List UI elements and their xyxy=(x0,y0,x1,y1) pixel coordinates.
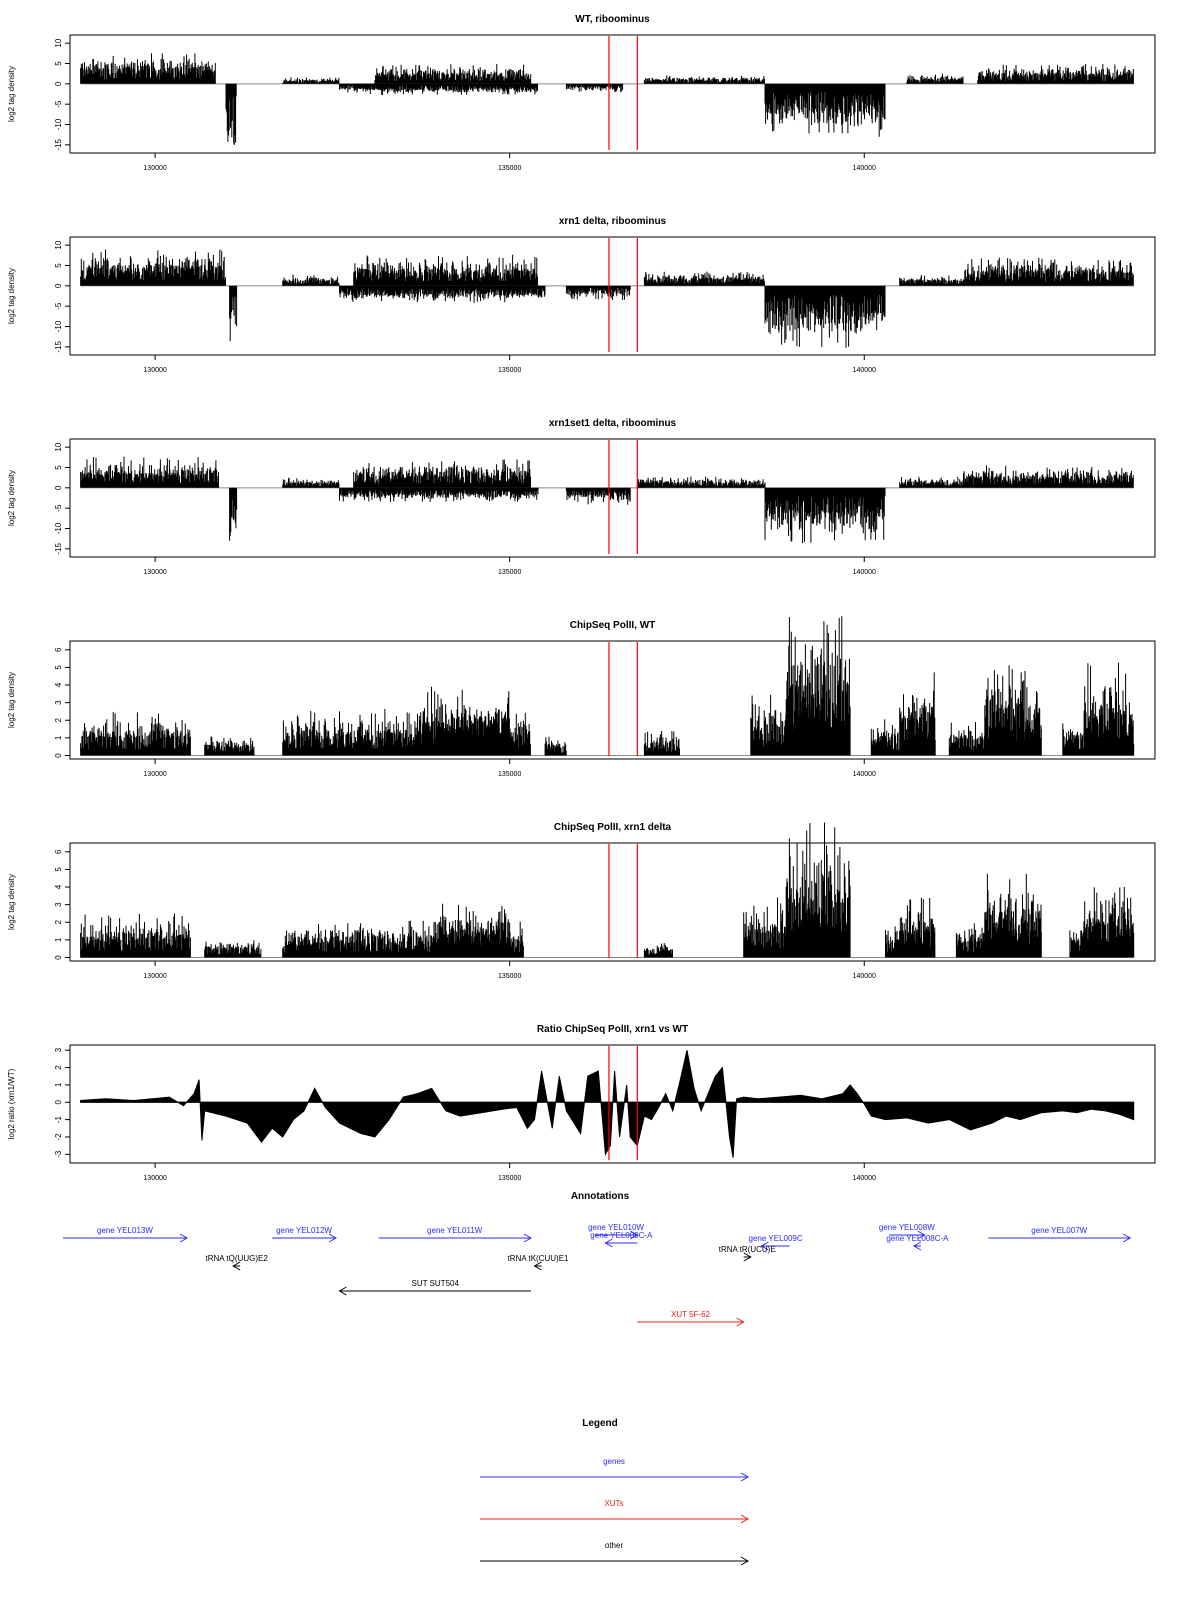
y-tick-label: 4 xyxy=(54,884,63,890)
annotation-label: gene YEL012W xyxy=(276,1226,332,1235)
annotation-label: gene YEL008C-A xyxy=(886,1234,949,1243)
density-bars xyxy=(1084,663,1133,756)
y-tick-label: 0 xyxy=(54,283,63,289)
annotation-label: gene YEL009C xyxy=(748,1234,803,1243)
y-axis-label: log2 tag density xyxy=(7,873,16,931)
density-bars xyxy=(230,286,237,341)
density-bars xyxy=(900,672,935,755)
x-tick-label: 140000 xyxy=(852,1175,876,1182)
y-tick-label: -15 xyxy=(54,543,63,555)
y-axis-label: log2 tag density xyxy=(7,671,16,729)
density-bars xyxy=(964,466,1134,488)
y-tick-label: -10 xyxy=(54,118,63,131)
annotation-label: SUT SUT504 xyxy=(411,1279,459,1288)
density-bars xyxy=(765,286,885,348)
y-tick-label: 4 xyxy=(54,682,63,688)
x-tick-label: 140000 xyxy=(852,771,876,778)
annotation-label: gene YEL007W xyxy=(1031,1226,1088,1235)
annotation-label: gene YEL008W xyxy=(878,1223,935,1232)
legend-label: genes xyxy=(603,1457,625,1466)
x-tick-label: 130000 xyxy=(143,569,167,576)
density-bars xyxy=(566,286,630,300)
y-tick-label: 0 xyxy=(54,1100,63,1105)
density-bars xyxy=(230,488,237,541)
y-tick-label: 3 xyxy=(54,1047,63,1053)
y-tick-label: 0 xyxy=(54,753,63,758)
x-tick-label: 140000 xyxy=(852,367,876,374)
density-bars xyxy=(283,77,339,84)
x-tick-label: 135000 xyxy=(497,569,522,576)
annotation-label: gene YEL011W xyxy=(427,1226,483,1235)
panel-title: xrn1set1 delta, riboominus xyxy=(548,418,677,429)
density-bars xyxy=(566,84,622,92)
y-tick-label: 1 xyxy=(54,937,63,943)
y-tick-label: 2 xyxy=(54,1065,63,1070)
density-bars xyxy=(985,665,1041,755)
density-bars xyxy=(226,84,236,145)
y-tick-label: -3 xyxy=(54,1150,63,1158)
density-bars xyxy=(964,258,1134,286)
y-tick-label: 5 xyxy=(54,465,63,470)
y-tick-label: 1 xyxy=(54,1082,63,1088)
density-bars xyxy=(644,731,679,756)
y-tick-label: -10 xyxy=(54,320,63,333)
y-tick-label: -5 xyxy=(54,302,63,310)
y-axis-label: log2 ratio (xrn1/WT) xyxy=(7,1068,16,1140)
y-tick-label: 6 xyxy=(54,647,63,653)
density-bars xyxy=(81,914,191,958)
density-bars xyxy=(566,488,630,505)
density-bars xyxy=(644,75,764,83)
x-tick-label: 140000 xyxy=(852,569,876,576)
annotation-label: tRNA tR(UCU)E xyxy=(718,1245,776,1254)
density-bars xyxy=(900,477,964,488)
annotation-label: gene YEL013W xyxy=(97,1226,153,1235)
y-tick-label: -2 xyxy=(54,1133,63,1141)
density-bars xyxy=(205,940,261,957)
y-tick-label: -5 xyxy=(54,504,63,512)
density-bars xyxy=(978,64,1134,84)
y-tick-label: 0 xyxy=(54,485,63,491)
y-tick-label: 2 xyxy=(54,718,63,723)
y-tick-label: -15 xyxy=(54,139,63,151)
density-bars xyxy=(545,737,566,756)
x-tick-label: 130000 xyxy=(143,973,167,980)
density-bars xyxy=(900,275,964,286)
y-tick-label: 3 xyxy=(54,902,63,907)
density-bars xyxy=(354,460,531,488)
panel-title: WT, riboominus xyxy=(575,14,650,25)
y-tick-label: 6 xyxy=(54,849,63,855)
y-axis-label: log2 tag density xyxy=(7,469,16,527)
annotation-label: tRNA tQ(UUG)E2 xyxy=(205,1254,268,1263)
density-bars xyxy=(340,488,539,502)
annotations-title: Annotations xyxy=(570,1191,630,1202)
y-tick-label: -1 xyxy=(54,1116,63,1124)
annotation-label: XUT 5F-62 xyxy=(671,1310,710,1319)
density-bars xyxy=(985,874,1041,958)
density-bars xyxy=(637,477,765,488)
density-bars xyxy=(439,904,510,958)
x-tick-label: 130000 xyxy=(143,1175,167,1182)
y-tick-label: 2 xyxy=(54,920,63,925)
annotation-label: gene YEL009C-A xyxy=(590,1231,653,1240)
y-tick-label: -15 xyxy=(54,341,63,353)
y-tick-label: 0 xyxy=(54,81,63,87)
density-bars xyxy=(1084,887,1133,958)
density-bars xyxy=(81,53,216,84)
x-tick-label: 135000 xyxy=(497,367,522,374)
annotation-label: tRNA tK(CUU)E1 xyxy=(507,1254,569,1263)
y-tick-label: 10 xyxy=(54,38,63,48)
legend-title: Legend xyxy=(582,1418,618,1429)
density-bars xyxy=(907,74,963,84)
y-tick-label: -10 xyxy=(54,522,63,535)
density-bars xyxy=(81,712,191,756)
x-tick-label: 135000 xyxy=(497,165,522,172)
y-tick-label: -5 xyxy=(54,100,63,108)
panel-title: Ratio ChipSeq PolII, xrn1 vs WT xyxy=(536,1024,689,1035)
density-bars xyxy=(786,616,850,755)
density-bars xyxy=(765,84,885,137)
density-bars xyxy=(340,286,546,303)
annotation-label: gene YEL010W xyxy=(588,1223,644,1232)
x-tick-label: 130000 xyxy=(143,771,167,778)
density-bars xyxy=(81,457,219,488)
density-bars xyxy=(644,272,764,286)
density-bars xyxy=(354,84,538,95)
y-tick-label: 10 xyxy=(54,240,63,250)
panel-title: ChipSeq PolII, xrn1 delta xyxy=(553,822,672,833)
density-bars xyxy=(81,250,226,286)
panel-title: xrn1 delta, riboominus xyxy=(558,216,667,227)
density-bars xyxy=(354,255,538,286)
x-tick-label: 135000 xyxy=(497,771,522,778)
density-bars xyxy=(283,275,339,286)
y-tick-label: 1 xyxy=(54,735,63,741)
density-bars xyxy=(765,488,885,543)
x-tick-label: 140000 xyxy=(852,973,876,980)
y-tick-label: 5 xyxy=(54,867,63,872)
y-axis-label: log2 tag density xyxy=(7,65,16,123)
density-bars xyxy=(900,898,935,958)
y-tick-label: 3 xyxy=(54,700,63,705)
x-tick-label: 130000 xyxy=(143,367,167,374)
ratio-area xyxy=(81,1050,1134,1158)
density-bars xyxy=(644,943,672,957)
y-tick-label: 10 xyxy=(54,442,63,452)
density-bars xyxy=(418,687,510,756)
y-tick-label: 5 xyxy=(54,665,63,670)
y-axis-label: log2 tag density xyxy=(7,267,16,325)
y-tick-label: 5 xyxy=(54,61,63,66)
x-tick-label: 135000 xyxy=(497,1175,522,1182)
density-bars xyxy=(205,736,254,755)
panel-title: ChipSeq PolII, WT xyxy=(569,620,656,631)
density-bars xyxy=(283,478,339,488)
y-tick-label: 0 xyxy=(54,955,63,960)
legend-label: other xyxy=(604,1541,624,1550)
x-tick-label: 140000 xyxy=(852,165,876,172)
density-bars xyxy=(375,64,531,84)
x-tick-label: 130000 xyxy=(143,165,167,172)
x-tick-label: 135000 xyxy=(497,973,522,980)
y-tick-label: 5 xyxy=(54,263,63,268)
legend-label: XUTs xyxy=(604,1499,624,1508)
